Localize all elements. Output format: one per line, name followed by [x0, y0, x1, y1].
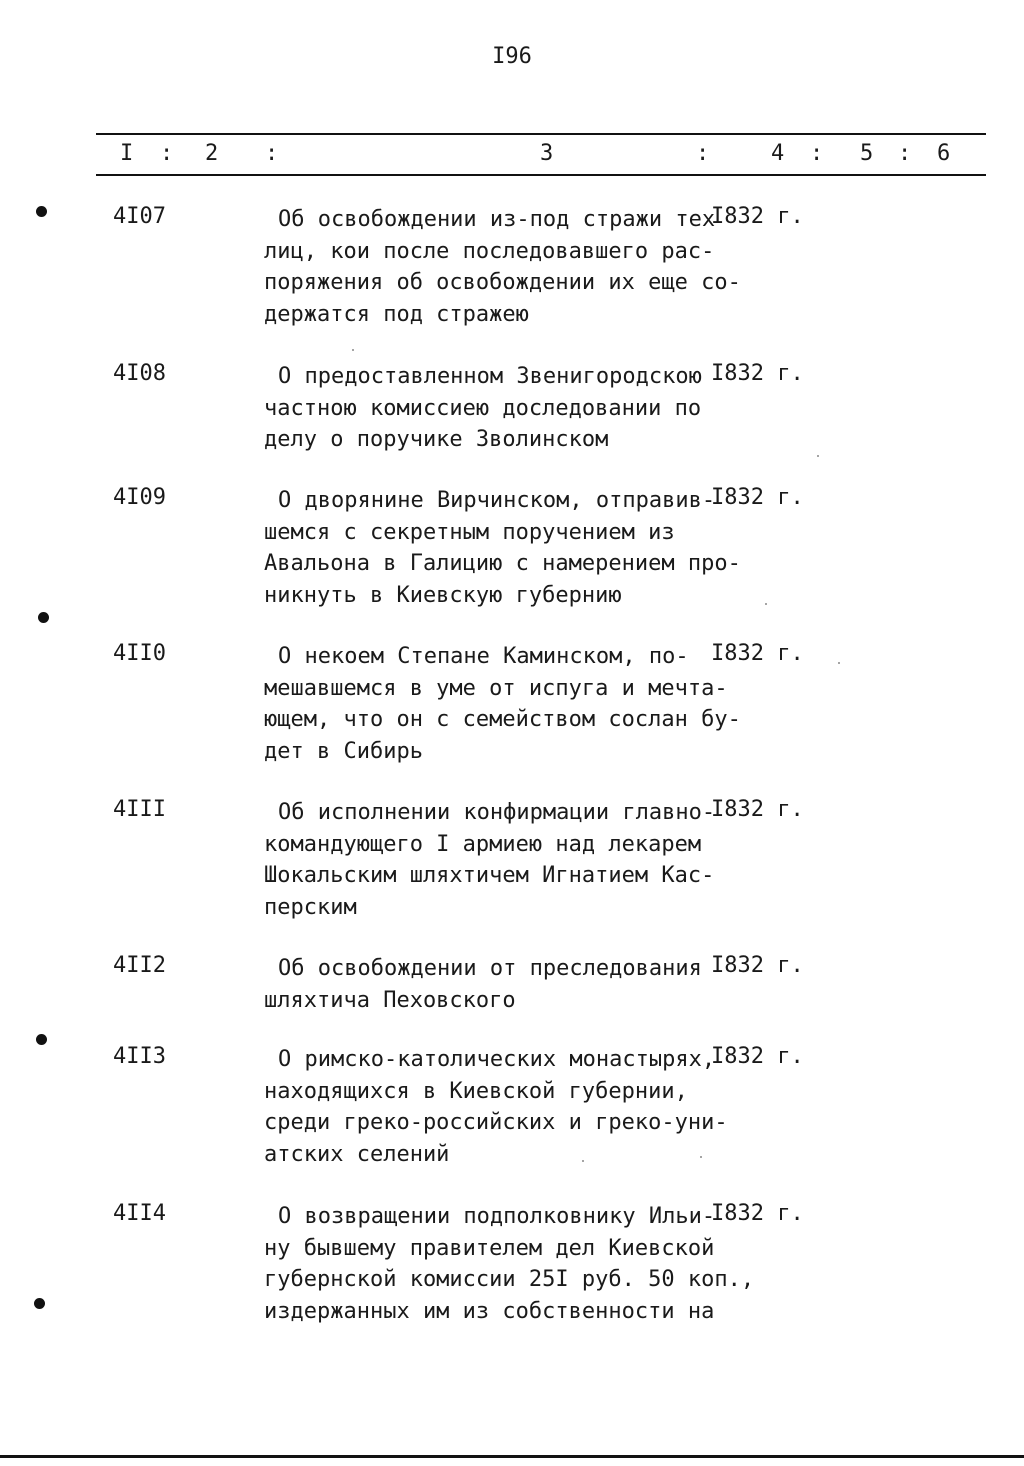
title-line: Об освобождении из-под стражи тех	[278, 207, 716, 232]
title-line: ющем, что он с семейством сослан бу-	[264, 707, 741, 732]
record-number: 4II0	[113, 641, 166, 666]
record-title	[264, 485, 741, 611]
header-rule-top	[96, 133, 986, 135]
scan-speck	[765, 603, 767, 605]
title-line: О возвращении подполковнику Ильи-	[278, 1204, 716, 1229]
record-number: 4II3	[113, 1044, 166, 1069]
scan-speck	[838, 662, 840, 664]
title-line: среди греко-российских и греко-уни-	[264, 1110, 728, 1135]
binding-hole-dot	[36, 206, 47, 217]
column-separator: :	[160, 141, 174, 166]
scan-speck	[700, 1156, 702, 1158]
column-separator: :	[696, 141, 710, 166]
record-number: 4II4	[113, 1201, 166, 1226]
record-year: I832 г.	[711, 641, 804, 666]
column-header-4: 4	[771, 141, 785, 166]
record-year: I832 г.	[711, 953, 804, 978]
title-line: шемся с секретным поручением из	[264, 519, 675, 545]
column-header-2: 2	[205, 141, 219, 166]
record-year: I832 г.	[711, 204, 804, 229]
scan-speck	[817, 455, 819, 457]
title-line: делу о поручике Зволинском	[264, 427, 609, 452]
title-line: губернской комиссии 25I руб. 50 коп.,	[264, 1267, 755, 1292]
title-line: Об исполнении конфирмации главно-	[278, 800, 716, 825]
record-number: 4I08	[113, 361, 166, 386]
title-line: О некоем Степане Каминском, по-	[278, 644, 689, 669]
record-year: I832 г.	[711, 797, 804, 822]
title-line: О римско-католических монастырях,	[278, 1047, 716, 1072]
binding-hole-dot	[36, 1034, 47, 1045]
record-title	[264, 361, 724, 456]
title-line: поряжения об освобождении их еще со-	[264, 270, 741, 295]
record-title	[264, 1044, 728, 1170]
column-separator: :	[810, 141, 824, 166]
title-line: атских селений	[264, 1141, 450, 1167]
column-header-1: I	[120, 141, 134, 166]
page-bottom-rule	[0, 1455, 1024, 1458]
title-line: дет в Сибирь	[264, 738, 423, 764]
record-title	[264, 1201, 755, 1327]
record-year: I832 г.	[711, 485, 804, 510]
page-number: I96	[492, 44, 532, 69]
title-line: О дворянине Вирчинском, отправив-	[278, 488, 716, 513]
record-title	[264, 204, 741, 330]
scan-speck	[352, 349, 354, 351]
binding-hole-dot	[38, 612, 49, 623]
record-number: 4I07	[113, 204, 166, 229]
title-line: держатся под стражею	[264, 301, 529, 327]
title-line: издержанных им из собственности на	[264, 1298, 715, 1324]
column-header-6: 6	[937, 141, 951, 166]
record-year: I832 г.	[711, 361, 804, 386]
record-title	[264, 641, 741, 767]
title-line: Об освобождении от преследования	[278, 956, 702, 981]
title-line: перским	[264, 894, 357, 920]
column-separator: :	[265, 141, 279, 166]
title-line: командующего I армиею над лекарем	[264, 831, 702, 857]
header-rule-bottom	[96, 174, 986, 176]
record-number: 4II2	[113, 953, 166, 978]
title-line: никнуть в Киевскую губернию	[264, 582, 622, 608]
column-header-5: 5	[860, 141, 874, 166]
title-line: находящихся в Киевской губернии,	[264, 1078, 688, 1104]
record-number: 4III	[113, 797, 166, 822]
title-line: шляхтича Пеховского	[264, 987, 516, 1013]
record-year: I832 г.	[711, 1201, 804, 1226]
record-year: I832 г.	[711, 1044, 804, 1069]
title-line: Авальона в Галицию с намерением про-	[264, 551, 741, 576]
column-separator: :	[898, 141, 912, 166]
record-number: 4I09	[113, 485, 166, 510]
record-title	[264, 953, 724, 1016]
title-line: О предоставленном Звенигородскою	[278, 364, 702, 389]
scan-speck	[582, 1160, 584, 1162]
title-line: лиц, кои после последовавшего рас-	[264, 238, 715, 264]
title-line: Шокальским шляхтичем Игнатием Кас-	[264, 863, 715, 888]
binding-hole-dot	[34, 1298, 45, 1309]
record-title	[264, 797, 724, 923]
column-header-3: 3	[540, 141, 554, 166]
title-line: мешавшемся в уме от испуга и мечта-	[264, 675, 728, 701]
title-line: ну бывшему правителем дел Киевской	[264, 1235, 715, 1261]
title-line: частною комиссиею доследовании по	[264, 395, 702, 421]
